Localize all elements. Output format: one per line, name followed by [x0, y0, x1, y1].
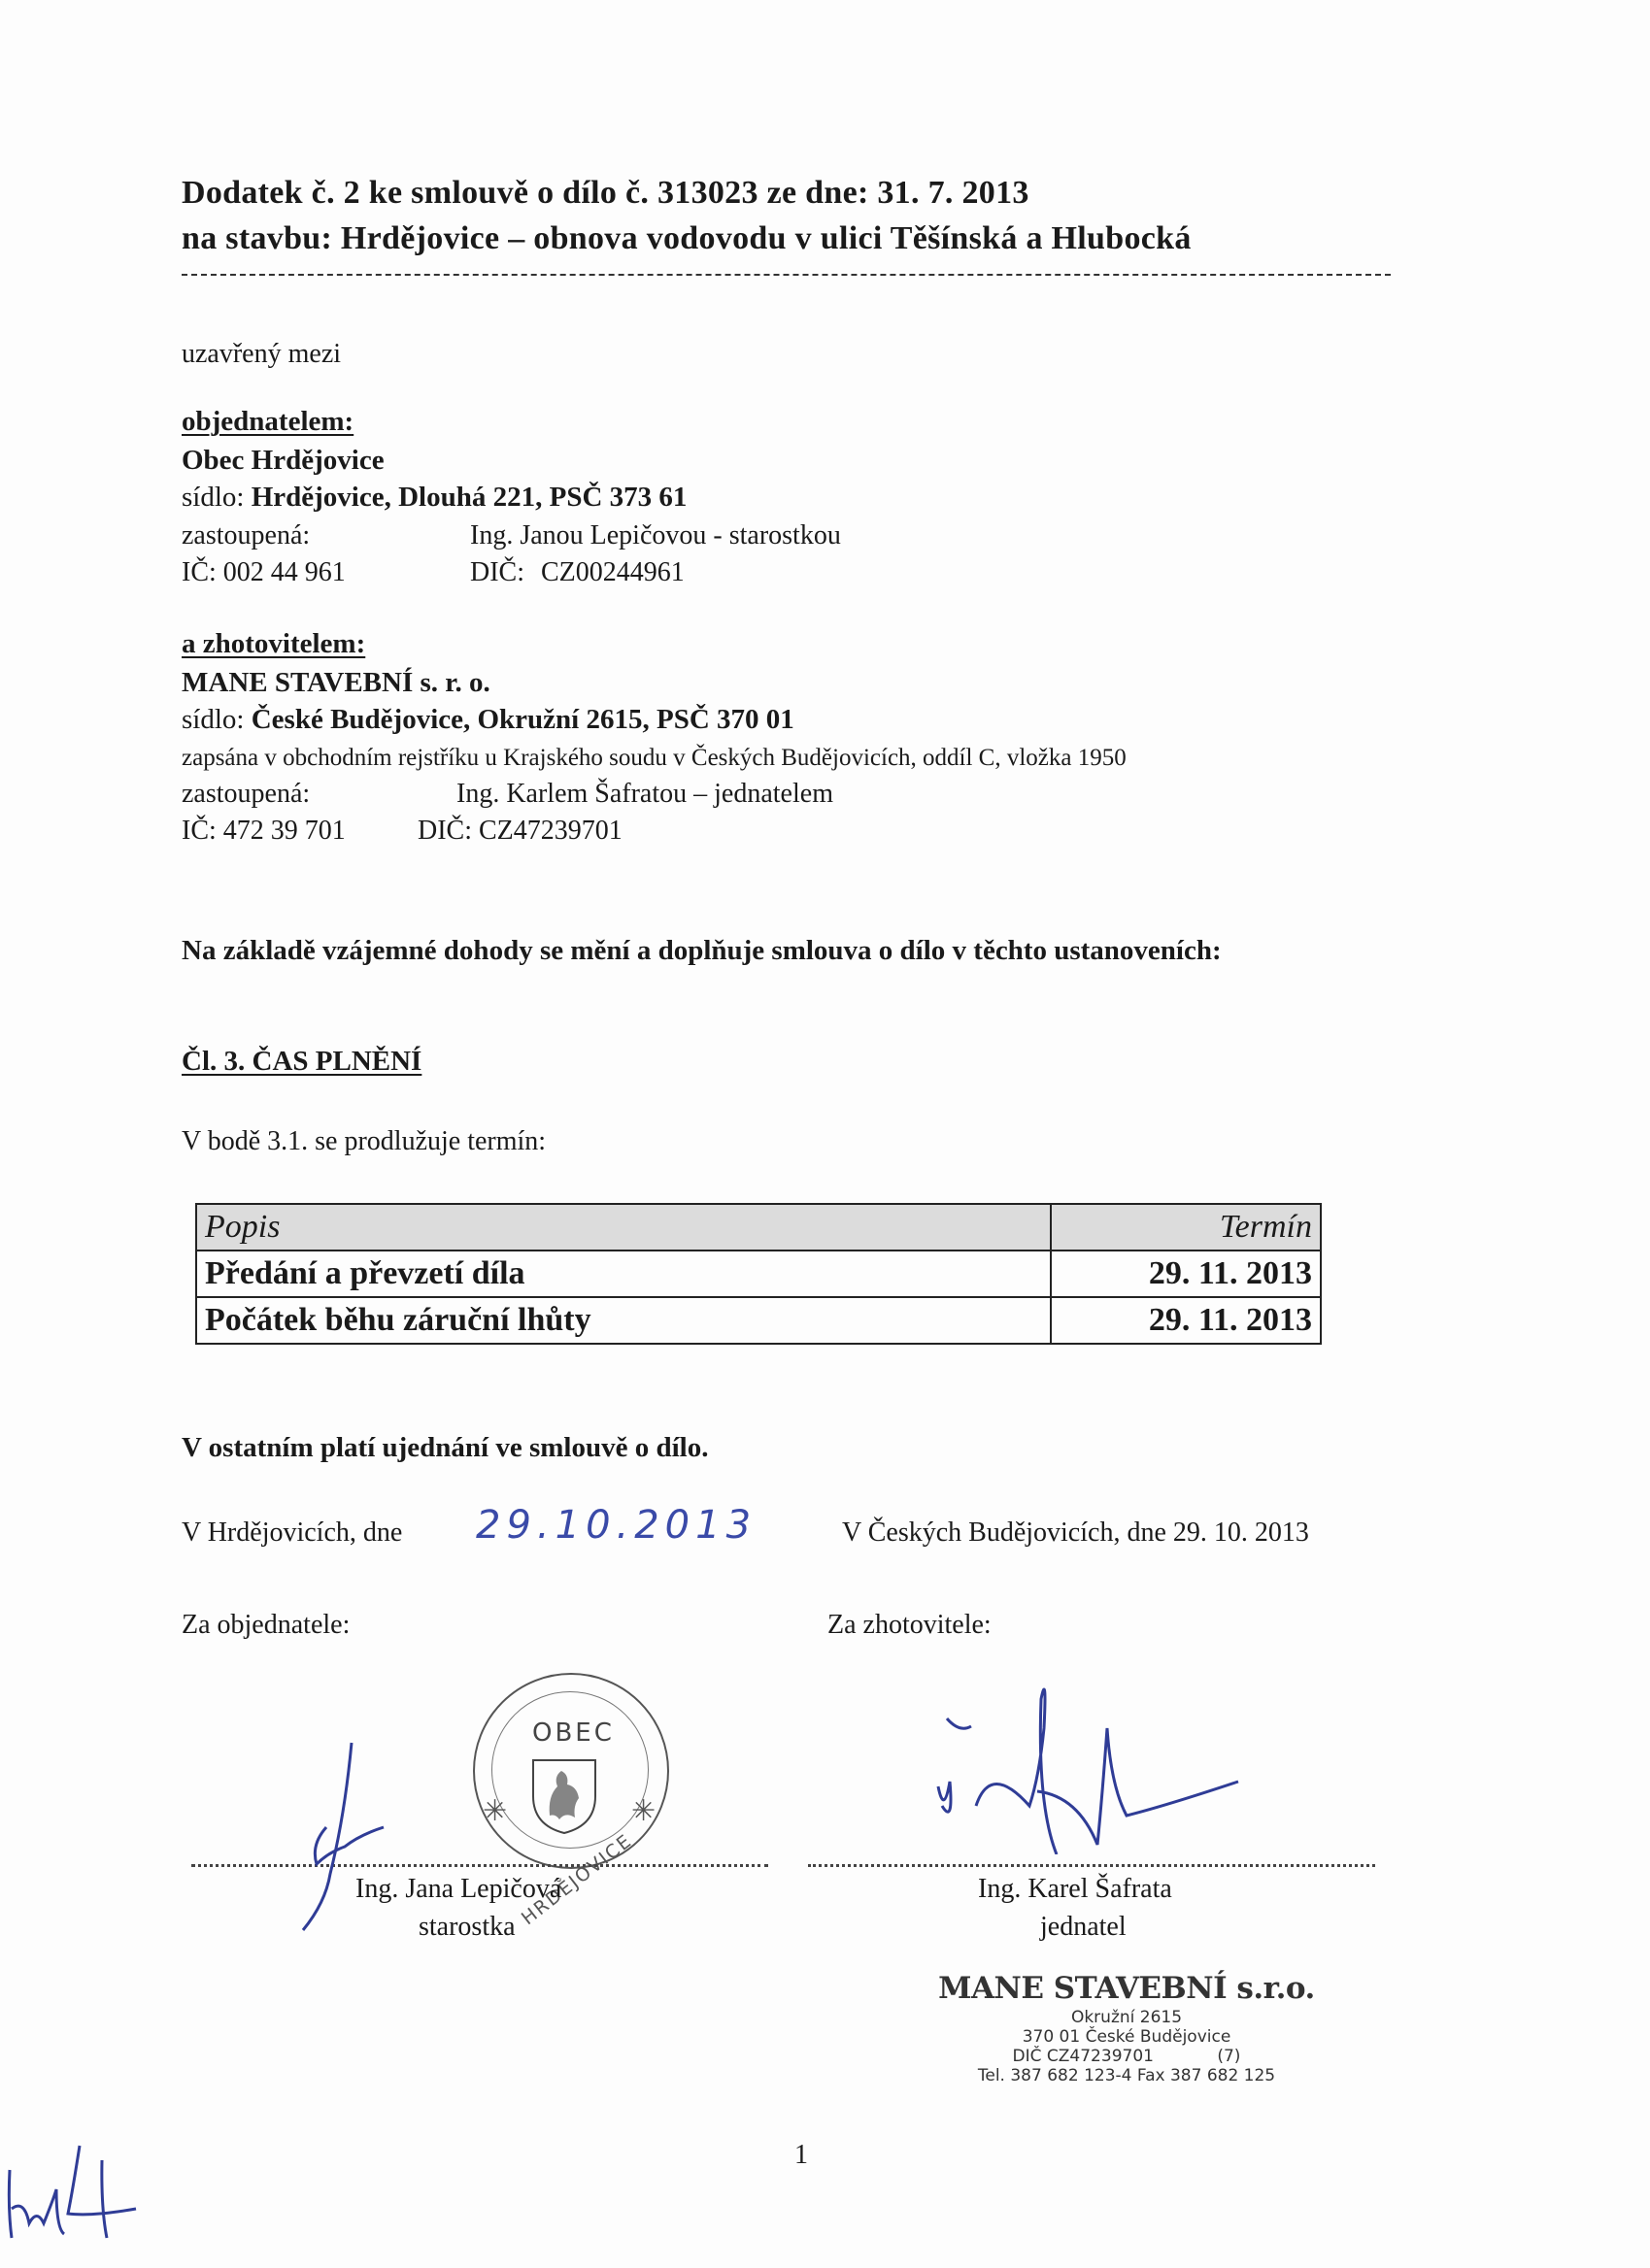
client-dic-value: CZ00244961 [541, 557, 685, 587]
table-row [196, 1297, 1321, 1344]
client-dic-label: DIČ: [470, 557, 524, 587]
client-address [182, 482, 687, 514]
company-stamp-name: MANE STAVEBNÍ s.r.o. [938, 1971, 1315, 2006]
closing-text: V ostatním platí ujednání ve smlouvě o dílo. [182, 1432, 709, 1463]
stamp-bottom-text: HRDĚJOVICE [517, 1829, 637, 1930]
contractor-signatory-role: jednatel [1040, 1912, 1127, 1942]
terms-table [195, 1203, 1322, 1345]
section-heading: Čl. 3. ČAS PLNĚNÍ [182, 1046, 422, 1077]
signature-label-contractor: Za zhotovitele: [827, 1610, 992, 1640]
place-date-right: V Českých Budějovicích, dne 29. 10. 2013 [842, 1518, 1309, 1548]
stamp-star-right-icon: ✳ [631, 1795, 657, 1827]
agreement-text: Na základě vzájemné dohody se mění a doplňuje smlouva o dílo v těchto ustanoveních: [182, 935, 1222, 966]
company-stamp-city: 370 01 České Budějovice [1022, 2027, 1231, 2047]
company-stamp-dic-suffix: (7) [1217, 2047, 1241, 2066]
contractor-address [182, 704, 794, 736]
signature-line-contractor [808, 1864, 1375, 1867]
contractor-name: MANE STAVEBNÍ s. r. o. [182, 667, 490, 698]
client-signatory-name: Ing. Jana Lepičová [355, 1874, 562, 1904]
table-header-description: Popis [196, 1204, 1051, 1251]
client-address-label: sídlo: [182, 482, 245, 513]
document-title-line1: Dodatek č. 2 ke smlouvě o dílo č. 313023 ze dne: 31. 7. 2013 [182, 175, 1029, 211]
header-divider [182, 274, 1391, 276]
table-cell-description: Počátek běhu záruční lhůty [196, 1297, 1051, 1344]
signature-line-client [191, 1864, 768, 1867]
table-cell-date: 29. 11. 2013 [1051, 1297, 1321, 1344]
company-stamp-dic [932, 2047, 1321, 2066]
contractor-address-label: sídlo: [182, 704, 245, 735]
stamp-top-text: OBEC [532, 1718, 615, 1748]
contractor-registry: zapsána v obchodním rejstříku u Krajského soudu v Českých Budějovicích, oddíl C, vložka 1950 [182, 745, 1127, 771]
table-header-row [196, 1204, 1321, 1251]
client-ic: IČ: 002 44 961 [182, 557, 346, 587]
client-heading: objednatelem: [182, 406, 354, 437]
table-header-date: Termín [1051, 1204, 1321, 1251]
table-cell-date: 29. 11. 2013 [1051, 1251, 1321, 1297]
coat-of-arms-icon [530, 1757, 598, 1835]
company-stamp [932, 1971, 1321, 2085]
company-stamp-dic-value: DIČ CZ47239701 [1012, 2047, 1154, 2066]
contractor-signature [932, 1660, 1243, 1854]
signature-label-client: Za objednatele: [182, 1610, 351, 1640]
table-cell-description: Předání a převzetí díla [196, 1251, 1051, 1297]
contractor-represented-value: Ing. Karlem Šafratou – jednatelem [456, 779, 833, 809]
company-stamp-street: Okružní 2615 [1070, 2008, 1183, 2027]
client-dic [470, 557, 685, 588]
place-date-left: V Hrdějovicích, dne [182, 1518, 403, 1548]
contractor-signatory-name: Ing. Karel Šafrata [978, 1874, 1172, 1904]
client-represented-label: zastoupená: [182, 520, 311, 550]
margin-initials-handwriting [0, 2141, 146, 2248]
contractor-ic: IČ: 472 39 701 [182, 816, 346, 846]
contractor-represented-label: zastoupená: [182, 779, 311, 809]
section-text: V bodě 3.1. se prodlužuje termín: [182, 1126, 547, 1156]
contractor-address-value: České Budějovice, Okružní 2615, PSČ 370 01 [251, 704, 794, 735]
contractor-heading: a zhotovitelem: [182, 628, 366, 659]
handwritten-date: 29.10.2013 [476, 1503, 758, 1548]
contractor-dic: DIČ: CZ47239701 [418, 816, 623, 846]
table-row [196, 1251, 1321, 1297]
intro-text: uzavřený mezi [182, 339, 342, 369]
company-stamp-phone: Tel. 387 682 123-4 Fax 387 682 125 [977, 2066, 1276, 2085]
client-signatory-role: starostka [419, 1912, 516, 1942]
client-address-value: Hrdějovice, Dlouhá 221, PSČ 373 61 [251, 482, 688, 513]
document-title-line2: na stavbu: Hrdějovice – obnova vodovodu v ulici Těšínská a Hlubocká [182, 220, 1192, 256]
page-number: 1 [794, 2140, 808, 2170]
client-represented-value: Ing. Janou Lepičovou - starostkou [470, 520, 841, 550]
client-name: Obec Hrdějovice [182, 445, 385, 476]
stamp-star-left-icon: ✳ [483, 1795, 508, 1827]
